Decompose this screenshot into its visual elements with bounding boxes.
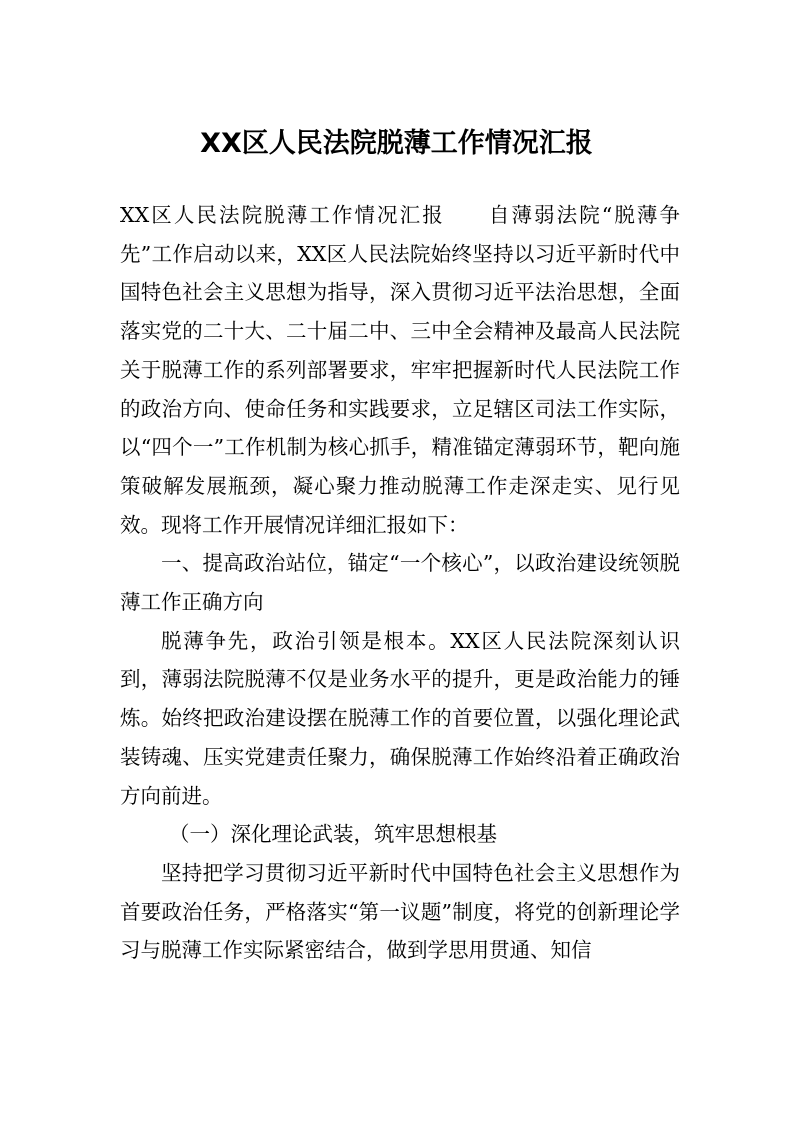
section-1-heading: 一、提高政治站位，锚定“一个核心”，以政治建设统领脱薄工作正确方向	[120, 551, 680, 615]
document-title: XX区人民法院脱薄工作情况汇报	[200, 128, 593, 159]
intro-text: 自薄弱法院“脱薄争先”工作启动以来，XX区人民法院始终坚持以习近平新时代中国特色社会主义思想为指导，深入贯彻习近平法治思想，全面落实党的二十大、二十届二中、三中全会精神及最高人民法院关于脱薄工作的系列部署要求，牢牢把握新时代人民法院工作的政治方向、使命任务和实践要求，立足辖区司法工作实际，以“四个一”工作机制为核心抓手，精准锚定薄弱环节，靶向施策破解发展瓶颈，凝心聚力推动脱薄工作走深走实、见行见效。现将工作开展情况详细汇报如下：	[120, 203, 680, 537]
subsection-1-heading: （一）深化理论武装，筑牢思想根基	[169, 822, 497, 847]
document-body	[120, 196, 680, 970]
section-1-paragraph: 脱薄争先，政治引领是根本。XX区人民法院深刻认识到，薄弱法院脱薄不仅是业务水平的提升，更是政治能力的锤炼。始终把政治建设摆在脱薄工作的首要位置，以强化理论武装铸魂、压实党建责任聚力，确保脱薄工作始终沿着正确政治方向前进。	[120, 628, 680, 808]
intro-paragraph	[120, 196, 680, 544]
intro-lead: XX区人民法院脱薄工作情况汇报	[120, 203, 445, 227]
subsection-1-paragraph: 坚持把学习贯彻习近平新时代中国特色社会主义思想作为首要政治任务，严格落实“第一议题”制度，将党的创新理论学习与脱薄工作实际紧密结合，做到学思用贯通、知信	[120, 860, 680, 963]
